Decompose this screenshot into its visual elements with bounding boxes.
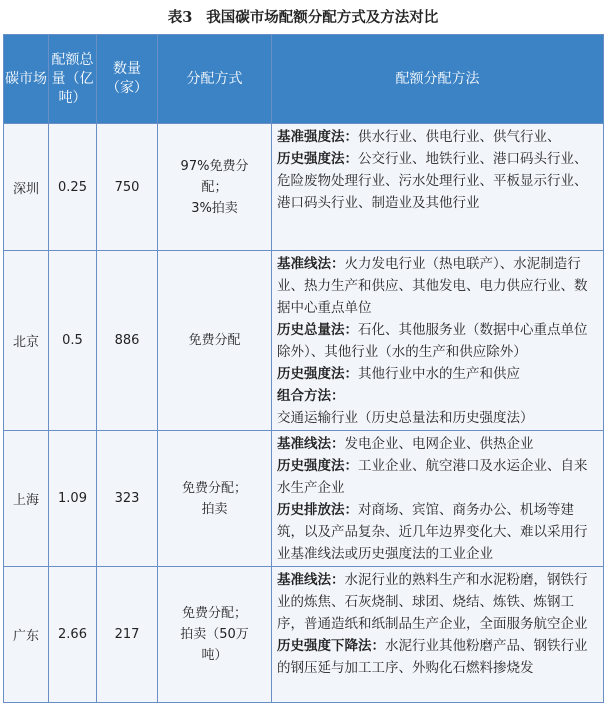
header-row [4, 35, 604, 124]
method-label: 基准线法： [277, 572, 345, 588]
method-entry [277, 455, 600, 499]
cell-market: 广东 [4, 567, 49, 703]
cell-count: 886 [97, 251, 158, 431]
method-label: 组合方法： [277, 388, 345, 404]
method-text: 水泥行业的熟料生产和水泥粉磨，钢铁行业的炼焦、石灰烧制、球团、烧结、炼铁、炼钢工序，普通造纸和纸制品生产企业，全面服务航空企业 [277, 572, 588, 632]
method-label: 基准强度法： [277, 129, 358, 145]
method-text: 其他行业中水的生产和供应 [358, 366, 520, 382]
cell-method [272, 251, 604, 431]
method-entry [277, 569, 600, 635]
method-text: 石化、其他服务业（数据中心重点单位除外）、其他行业（水的生产和供应除外） [277, 322, 588, 360]
method-text: 工业企业、航空港口及水运企业、自来水生产企业 [277, 458, 588, 496]
header-method: 配额分配方法 [272, 35, 604, 124]
method-entry [277, 319, 600, 363]
method-text: 公交行业、地铁行业、港口码头行业、危险废物处理行业、污水处理行业、平板显示行业、港口码头行业、制造业及其他行业 [277, 151, 588, 211]
method-text: 水泥行业其他粉磨产品、钢铁行业的钢压延与加工工序、外购化石燃料掺烧发 [277, 638, 588, 676]
cell-method [272, 567, 604, 703]
method-text: 交通运输行业（历史总量法和历史强度法） [277, 410, 534, 426]
cell-method [272, 124, 604, 251]
method-label: 基准线法： [277, 256, 345, 272]
table-caption: 我国碳市场配额分配方式及方法对比 [206, 9, 439, 26]
table-row [4, 124, 604, 251]
method-label: 基准线法： [277, 436, 345, 452]
method-label: 历史强度法： [277, 458, 358, 474]
method-entry [277, 253, 600, 319]
method-entry [277, 433, 600, 455]
table-row [4, 431, 604, 567]
method-label: 历史排放法： [277, 502, 358, 518]
allocation-table [3, 34, 604, 703]
mode-line: 拍卖 [201, 501, 228, 517]
method-label: 历史强度下降法： [277, 638, 385, 654]
cell-mode [158, 251, 272, 431]
cell-count: 217 [97, 567, 158, 703]
method-entry [277, 126, 600, 148]
header-market: 碳市场 [4, 35, 49, 124]
method-label: 历史总量法： [277, 322, 358, 338]
cell-market: 深圳 [4, 124, 49, 251]
mode-line: 免费分配； [181, 606, 247, 621]
table-row [4, 251, 604, 431]
method-text: 火力发电行业（热电联产）、水泥制造行业、热力生产和供应、其他发电、电力供应行业、数据中心重点单位 [277, 256, 588, 316]
cell-total: 1.09 [49, 431, 97, 567]
cell-total: 0.25 [49, 124, 97, 251]
method-text: 对商场、宾馆、商务办公、机场等建筑，以及产品复杂、近几年边界变化大、难以采用行业基准线法或历史强度法的工业企业 [277, 502, 588, 562]
cell-method [272, 431, 604, 567]
mode-line: 3%拍卖 [191, 200, 238, 216]
method-text: 发电企业、电网企业、供热企业 [344, 436, 534, 452]
mode-line: 吨） [201, 648, 228, 663]
mode-line: 配； [201, 179, 228, 195]
method-entry [277, 635, 600, 679]
method-text: 供水行业、供电行业、供气行业、 [358, 129, 561, 145]
cell-mode [158, 124, 272, 251]
cell-count: 750 [97, 124, 158, 251]
mode-line: 免费分配； [181, 480, 247, 496]
mode-line: 免费分配 [188, 333, 241, 348]
method-entry [277, 499, 600, 565]
cell-total: 2.66 [49, 567, 97, 703]
header-count: 数量（家） [97, 35, 158, 124]
cell-mode [158, 567, 272, 703]
method-label: 历史强度法： [277, 366, 358, 382]
header-total: 配额总量（亿吨） [49, 35, 97, 124]
cell-total: 0.5 [49, 251, 97, 431]
method-entry [277, 148, 600, 214]
mode-line: 拍卖（50万 [180, 627, 249, 642]
method-entry [277, 385, 600, 429]
method-entry [277, 363, 600, 385]
cell-mode [158, 431, 272, 567]
cell-count: 323 [97, 431, 158, 567]
method-label: 历史强度法： [277, 151, 358, 167]
cell-market: 北京 [4, 251, 49, 431]
table-number: 表3 [167, 9, 193, 26]
mode-line: 97%免费分 [180, 158, 249, 174]
cell-market: 上海 [4, 431, 49, 567]
table-title [0, 6, 606, 27]
header-mode: 分配方式 [158, 35, 272, 124]
table-row [4, 567, 604, 703]
